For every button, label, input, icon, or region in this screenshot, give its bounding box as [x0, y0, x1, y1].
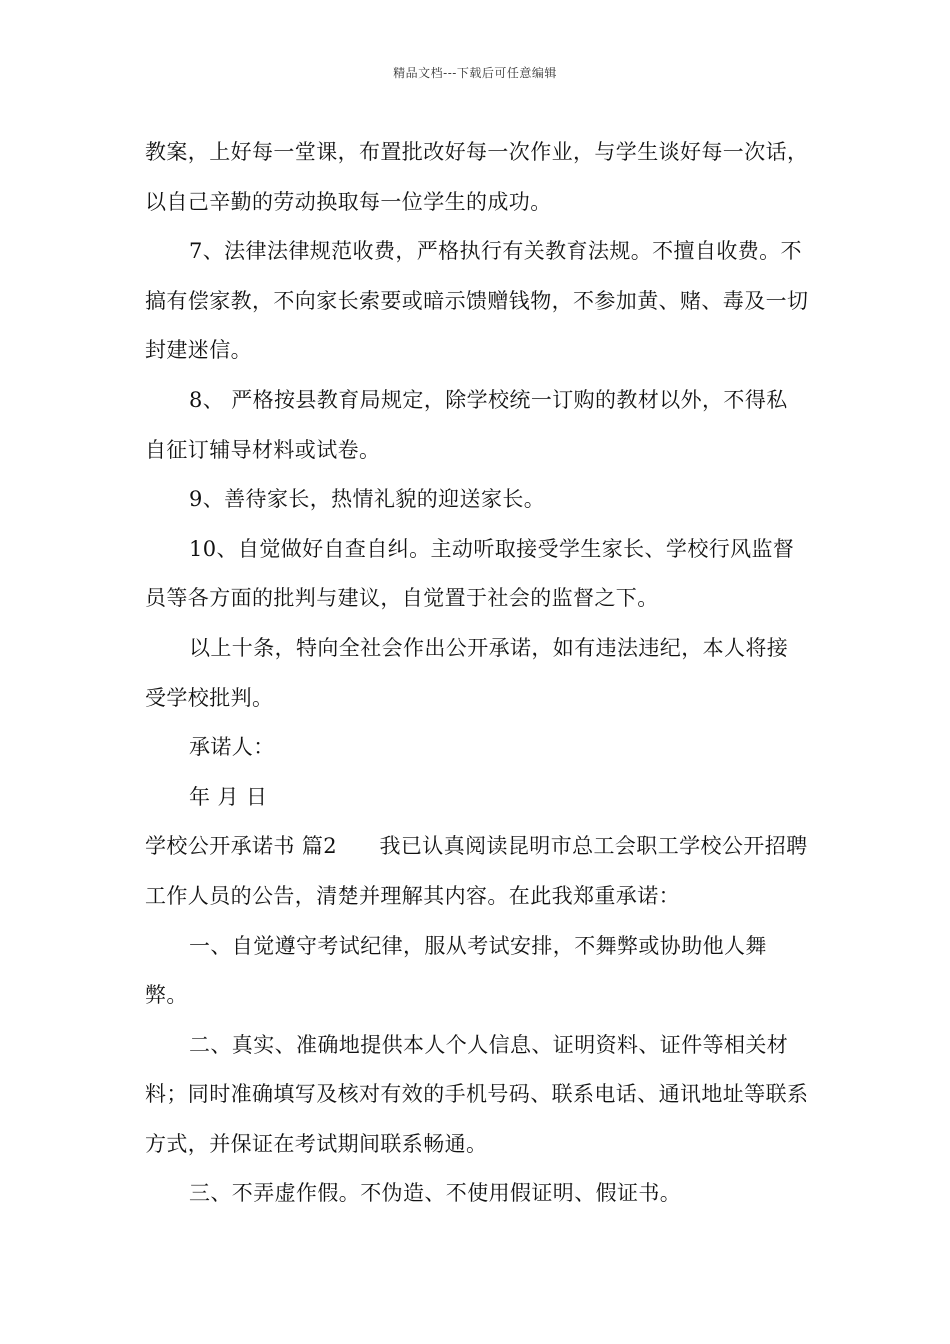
paragraph-summary: 以上十条，特向全社会作出公开承诺，如有违法违纪，本人将接受学校批判。	[145, 635, 789, 710]
pledge-item-2: 二、真实、准确地提供本人个人信息、证明资料、证件等相关材料；同时准确填写及核对有效的手机号码、联系电话、通讯地址等联系方式，并保证在考试期间联系畅通。	[145, 1032, 809, 1156]
pledge-item-1: 一、自觉遵守考试纪律，服从考试安排，不舞弊或协助他人舞弊。	[145, 933, 767, 1008]
section2-paragraph	[145, 822, 809, 921]
document-body	[145, 128, 809, 1219]
section2-title: 学校公开承诺书 篇2	[145, 834, 338, 859]
page-header: 精品文档---下载后可任意编辑	[393, 66, 557, 80]
signature-label: 承诺人：	[189, 735, 275, 760]
section2-intro: 我已认真阅读昆明市总工会职工学校公开招聘工作人员的公告，清楚并理解其内容。在此我郑重承诺：	[145, 834, 808, 908]
pledge-item-3: 三、不弄虚作假。不伪造、不使用假证明、假证书。	[189, 1181, 682, 1206]
paragraph-continuation: 教案，上好每一堂课，布置批改好每一次作业，与学生谈好每一次话，以自己辛勤的劳动换取每一位学生的成功。	[145, 140, 809, 214]
paragraph-item-10: 10、自觉做好自查自纠。主动听取接受学生家长、学校行风监督员等各方面的批判与建议，自觉置于社会的监督之下。	[145, 536, 795, 611]
paragraph-item-9: 9、善待家长，热情礼貌的迎送家长。	[189, 487, 546, 512]
paragraph-item-7: 7、法律法律规范收费，严格执行有关教育法规。不擅自收费。不搞有偿家教，不向家长索要或暗示馈赠钱物，不参加黄、赌、毒及一切封建迷信。	[145, 239, 809, 363]
date-line: 年 月 日	[189, 784, 268, 809]
paragraph-item-8: 8、 严格按县教育局规定，除学校统一订购的教材以外，不得私自征订辅导材料或试卷。	[145, 387, 788, 462]
